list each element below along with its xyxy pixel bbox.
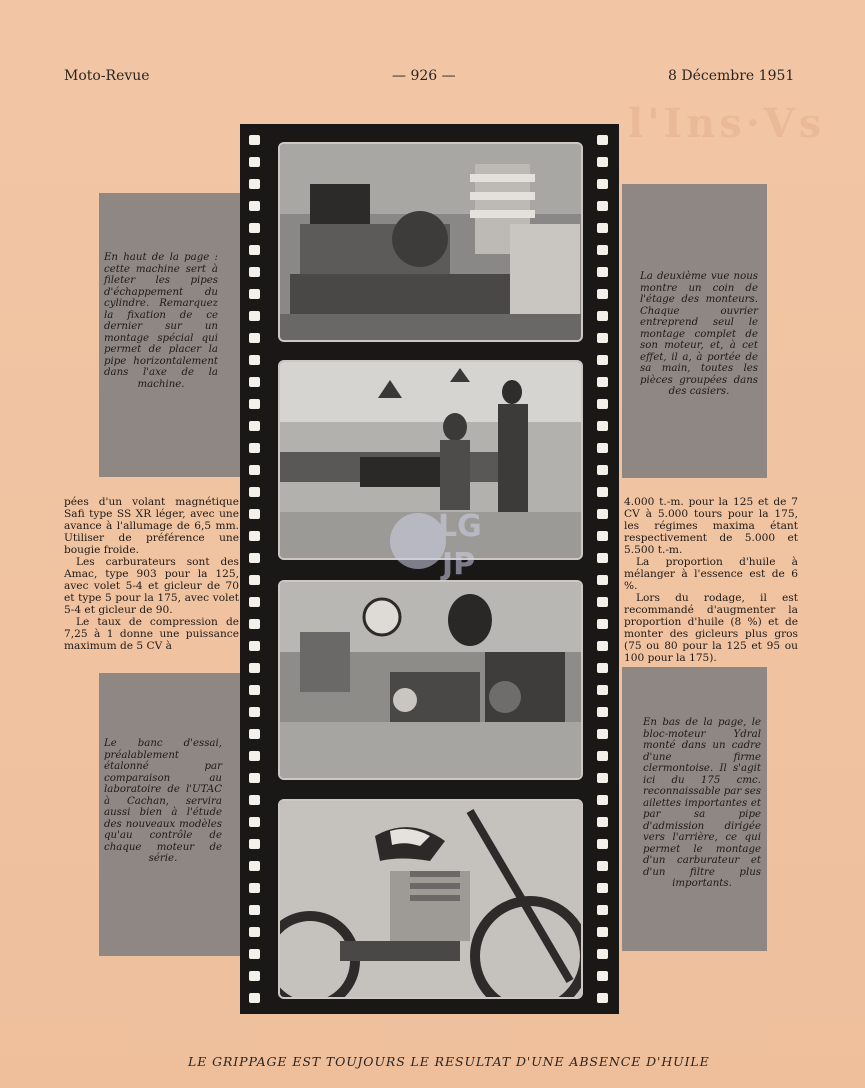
watermark-logo (378, 496, 508, 586)
sprocket-holes-right (596, 130, 609, 1010)
caption-bottom-right: En bas de la page, le bloc-moteur Ydral monté dans un cadre d'une firme clermontoise. Il s'agit ici du 175 cmc. reconnaissable par ses ailettes importantes et par sa pipe d'admission dirigée vers l'arrière, ce qui permet le montage d'un carburateur et d'un filtre plus importants. (643, 717, 761, 889)
svg-text:LG: LG (438, 509, 482, 544)
issue-date: 8 Décembre 1951 (668, 68, 795, 84)
paragraph: pées d'un volant magnétique Safi type SS XR léger, avec une avance à l'allumage de 6,5 mm. Utiliser de préférence une bougie froide. (64, 496, 239, 556)
page-number: — 926 — (392, 68, 456, 84)
caption-bottom-left: Le banc d'essai, préalablement étalonné par comparaison au laboratoire de l'UTAC à Cachan, servira aussi bien à l'étude des nouveaux modèles qu'au contrôle de chaque moteur de série. (104, 738, 222, 864)
caption-top-left: En haut de la page : cette machine sert à fileter les pipes d'échappement du cylindre. Remarquez la fixation de ce dernier sur un montage spécial qui permet de placer la pipe horizontalement dans l'axe de la machine. (104, 252, 218, 390)
photo-motorcycle-engine (278, 799, 583, 999)
paragraph: Lors du rodage, il est recommandé d'augmenter la proportion d'huile (8 %) et de monter des gicleurs plus gros (75 ou 80 pour la 125 et 95 ou 100 pour la 175). (624, 592, 798, 664)
paragraph: Les carburateurs sont des Amac, type 903 pour la 125, avec volet 5-4 et gicleur de 70 et type 5 pour la 175, avec volet 5-4 et gicleur de 90. (64, 556, 239, 616)
svg-text:JP: JP (442, 547, 476, 582)
sprocket-holes-left (248, 130, 261, 1010)
caption-top-right: La deuxième vue nous montre un coin de l'étage des monteurs. Chaque ouvrier entreprend seul le montage complet de son moteur, et, à cet effet, il a, à portée de sa main, toutes les pièces groupées dans des casiers. (640, 271, 758, 397)
photo-threading-machine (278, 142, 583, 342)
article-column-left (64, 496, 239, 652)
paragraph: 4.000 t.-m. pour la 125 et de 7 CV à 5.000 tours pour la 175, les régimes maxima étant respectivement de 5.000 et 5.500 t.-m. (624, 496, 798, 556)
bleed-through-mark: l'Ins·Vs (628, 100, 826, 147)
article-column-right (624, 496, 798, 664)
paragraph: La proportion d'huile à mélanger à l'essence est de 6 %. (624, 556, 798, 592)
page-footer-slogan: LE GRIPPAGE EST TOUJOURS LE RESULTAT D'UNE ABSENCE D'HUILE (188, 1054, 710, 1069)
paragraph: Le taux de compression de 7,25 à 1 donne une puissance maximum de 5 CV à (64, 616, 239, 652)
photo-test-bench (278, 580, 583, 780)
magazine-name: Moto-Revue (64, 68, 150, 84)
